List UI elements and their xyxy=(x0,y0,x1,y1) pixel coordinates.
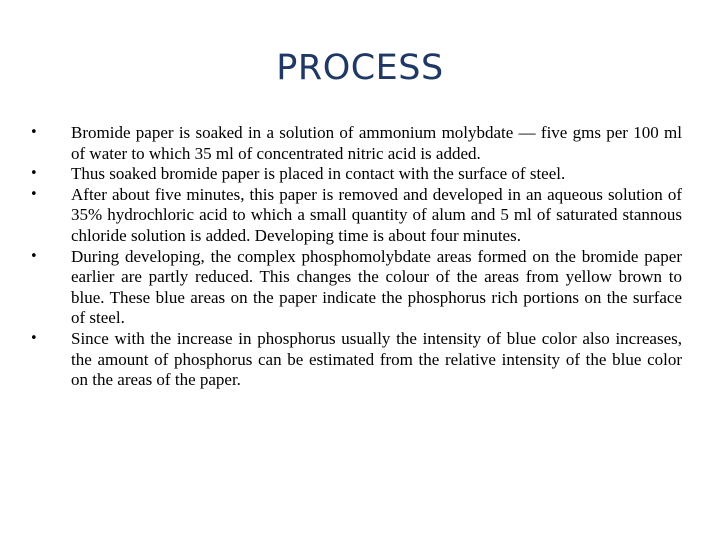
bullet-text: During developing, the complex phosphomolybdate areas formed on the bromide paper earlier are partly reduced. This changes the colour of the areas from yellow brown to blue. These blue areas on the paper indicate the phosphorus rich portions on the surface of steel. xyxy=(71,246,682,328)
bullet-icon: • xyxy=(30,186,38,202)
bullet-icon: • xyxy=(30,248,38,264)
bullet-item xyxy=(30,185,682,247)
bullet-icon: • xyxy=(30,125,38,140)
bullet-text: Thus soaked bromide paper is placed in contact with the surface of steel. xyxy=(71,164,566,184)
bullet-list xyxy=(30,123,682,391)
bullet-text: After about five minutes, this paper is removed and developed in an aqueous solution of 35% hydrochloric acid to which a small quantity of alum and 5 ml of saturated stannous chloride solution is added. Developing time is about four minutes. xyxy=(71,184,682,245)
bullet-icon: • xyxy=(30,166,38,182)
bullet-icon: • xyxy=(30,330,38,346)
slide-title: PROCESS xyxy=(276,48,444,88)
bullet-item xyxy=(30,164,682,185)
bullet-text: Since with the increase in phosphorus usually the intensity of blue color also increases, the amount of phosphorus can be estimated from the relative intensity of the blue color on the areas of the paper. xyxy=(71,328,682,390)
bullet-item xyxy=(30,329,682,391)
bullet-item xyxy=(30,123,682,164)
bullet-text: Bromide paper is soaked in a solution of ammonium molybdate — five gms per 100 ml of water to which 35 ml of concentrated nitric acid is added. xyxy=(71,123,682,163)
bullet-item xyxy=(30,247,682,329)
